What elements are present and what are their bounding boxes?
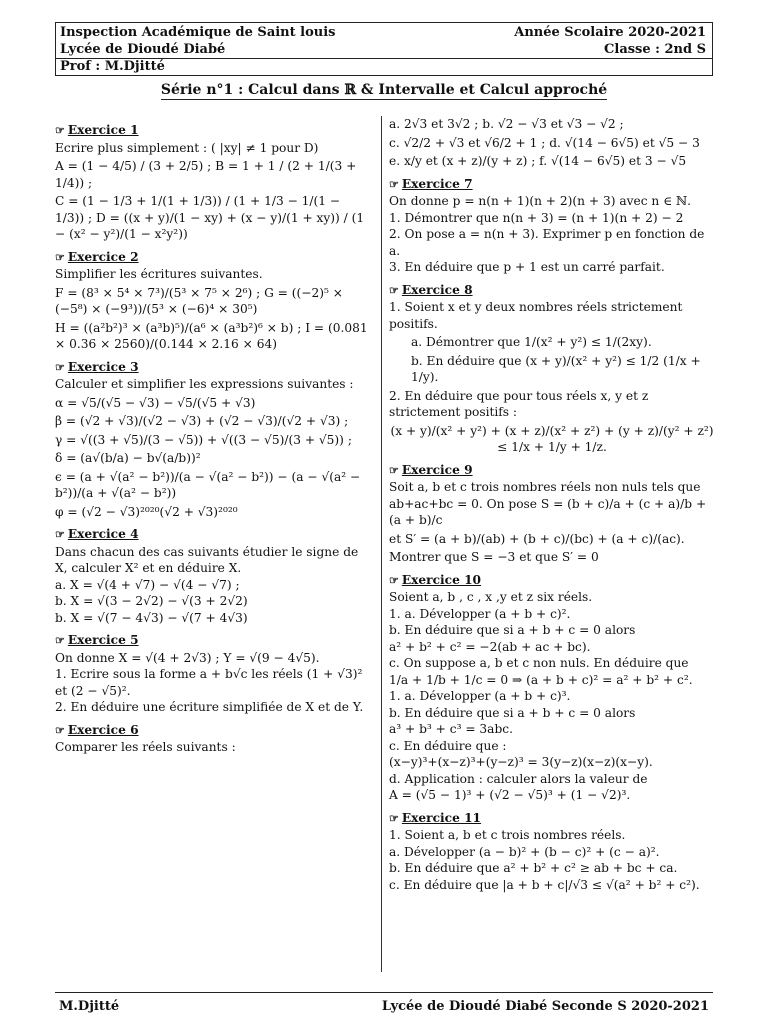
exercise-11-title: ☞ Exercice 11 — [389, 810, 715, 828]
ex6-items-ef: e. x/y et (x + z)/(y + z) ; f. √(14 − 6√5) et 3 − √5 — [389, 154, 687, 168]
ex10-l5: c. On suppose a, b et c non nuls. En déduire que — [389, 656, 689, 670]
ex10-l6: 1/a + 1/b + 1/c = 0 ⇒ (a + b + c)² = a² + b² + c². — [389, 672, 693, 687]
left-column — [55, 116, 373, 756]
ex8-q1b: b. En déduire que (x + y)/(x² + y²) ≤ 1/2 (1/x + 1/y). — [411, 353, 701, 384]
ex4-case-b1: b. X = √(3 − 2√2) − √(3 + 2√2) — [55, 594, 248, 608]
ex10-l9: a³ + b³ + c³ = 3abc. — [389, 722, 513, 736]
ex2-instruction: Simplifier les écritures suivantes. — [55, 267, 263, 281]
pointing-hand-icon: ☞ — [389, 283, 399, 297]
ex8-q2: 2. En déduire que pour tous réels x, y et z strictement positifs : — [389, 388, 649, 419]
ex3-beta: β = (√2 + √3)/(√2 − √3) + (√2 − √3)/(√2 + √3) ; — [55, 414, 349, 428]
column-divider — [381, 116, 382, 972]
pointing-hand-icon: ☞ — [55, 124, 65, 137]
ex7-q1: 1. Démontrer que n(n + 3) = (n + 1)(n + 2) − 2 — [389, 210, 684, 225]
exercise-6-title: ☞ Exercice 6 — [55, 722, 373, 740]
header-inspection: Inspection Académique de Saint louis — [60, 25, 336, 40]
right-column — [389, 116, 715, 893]
pointing-hand-icon: ☞ — [55, 528, 65, 541]
ex9-given: Soit a, b et c trois nombres réels non nuls tels que ab+ac+bc = 0. On pose S = (b + c)/a + (c + a)/b + (a + b)/c — [389, 480, 707, 527]
serie-title-wrap — [0, 82, 768, 98]
ex3-gamma: γ = √((3 + √5)/(3 − √5)) + √((3 − √5)/(3 + √5)) ; — [55, 432, 352, 447]
pointing-hand-icon: ☞ — [55, 250, 65, 264]
ex7-q2: 2. On pose a = n(n + 3). Exprimer p en fonction de a. — [389, 227, 705, 258]
pointing-hand-icon: ☞ — [55, 634, 65, 647]
ex6-items-cd: c. √2/2 + √3 et √6/2 + 1 ; d. √(14 − 6√5) et √5 − 3 — [389, 135, 700, 150]
ex5-q1: 1. Ecrire sous la forme a + b√c les réels (1 + √3)² et (2 − √5)². — [55, 667, 363, 698]
ex9-goal: Montrer que S = −3 et que S′ = 0 — [389, 550, 599, 564]
ex3-delta: δ = (a√(b/a) − b√(a/b))² — [55, 451, 201, 465]
footer-school: Lycée de Dioudé Diabé Seconde S 2020-2021 — [381, 999, 709, 1014]
exercise-4-title: ☞ Exercice 4 — [55, 526, 373, 544]
ex10-l11: (x−y)³+(x−z)³+(y−z)³ = 3(y−z)(x−z)(x−y). — [389, 755, 653, 769]
exercise-1-title: ☞ Exercice 1 — [55, 122, 373, 140]
exercise-9-title: ☞ Exercice 9 — [389, 462, 715, 480]
pointing-hand-icon: ☞ — [55, 723, 65, 737]
footer-author: M.Djitté — [59, 999, 120, 1014]
ex1-instruction: Ecrire plus simplement : ( |xy| ≠ 1 pour D) — [55, 140, 319, 155]
ex11-l4: c. En déduire que |a + b + c|/√3 ≤ √(a² + b² + c²). — [389, 877, 700, 892]
ex8-inequality: (x + y)/(x² + y²) + (x + z)/(x² + z²) + (y + z)/(y² + z²) ≤ 1/x + 1/y + 1/z. — [390, 423, 714, 454]
pointing-hand-icon: ☞ — [389, 177, 399, 191]
ex10-l12: d. Application : calculer alors la valeur de — [389, 771, 648, 786]
ex6-instruction: Comparer les réels suivants : — [55, 740, 236, 754]
exercise-7-title: ☞ Exercice 7 — [389, 176, 715, 194]
ex10-l3: b. En déduire que si a + b + c = 0 alors — [389, 623, 636, 637]
ex10-l13: A = (√5 − 1)³ + (√2 − √5)³ + (1 − √2)³. — [389, 788, 631, 802]
ex10-l8: b. En déduire que si a + b + c = 0 alors — [389, 705, 636, 720]
header-box — [55, 22, 713, 76]
ex10-l1: Soient a, b , c , x ,y et z six réels. — [389, 590, 593, 604]
exercise-2-title: ☞ Exercice 2 — [55, 249, 373, 267]
pointing-hand-icon: ☞ — [389, 463, 399, 477]
exercise-3-title: ☞ Exercice 3 — [55, 359, 373, 377]
ex3-epsilon: ϵ = (a + √(a² − b²))/(a − √(a² − b²)) − (a − √(a² − b²))/(a + √(a² − b²)) — [55, 469, 361, 500]
ex3-phi: φ = (√2 − √3)²⁰²⁰(√2 + √3)²⁰²⁰ — [55, 504, 238, 519]
ex1-expr-ab: A = (1 − 4/5) / (3 + 2/5) ; B = 1 + 1 / (2 + 1/(3 + 1/4)) ; — [55, 159, 357, 190]
ex10-l7: 1. a. Développer (a + b + c)³. — [389, 689, 571, 703]
ex11-l3: b. En déduire que a² + b² + c² ≥ ab + bc + ca. — [389, 861, 678, 875]
ex7-q3: 3. En déduire que p + 1 est un carré parfait. — [389, 260, 665, 274]
ex2-expr-fg: F = (8³ × 5⁴ × 7³)/(5³ × 7⁵ × 2⁶) ; G = ((−2)⁵ × (−5⁸) × (−9³))/(5³ × (−6)⁴ × 30⁵) — [55, 285, 343, 316]
header-class: Classe : 2nd S — [604, 42, 706, 57]
ex4-case-b2: b. X = √(7 − 4√3) − √(7 + 4√3) — [55, 610, 248, 625]
ex3-alpha: α = √5/(√5 − √3) − √5/(√5 + √3) — [55, 395, 256, 410]
exercise-8-title: ☞ Exercice 8 — [389, 282, 715, 300]
ex9-s-prime: et S′ = (a + b)/(ab) + (b + c)/(bc) + (a + c)/(ac). — [389, 531, 685, 546]
ex11-l1: 1. Soient a, b et c trois nombres réels. — [389, 828, 626, 842]
header-prof: Prof : M.Djitté — [60, 59, 165, 74]
exercise-10-title: ☞ Exercice 10 — [389, 572, 715, 590]
ex8-q1: 1. Soient x et y deux nombres réels strictement positifs. — [389, 300, 683, 331]
header-year: Année Scolaire 2020-2021 — [514, 25, 706, 40]
ex10-l2: 1. a. Développer (a + b + c)². — [389, 606, 571, 621]
ex5-given: On donne X = √(4 + 2√3) ; Y = √(9 − 4√5). — [55, 650, 320, 665]
footer — [55, 992, 713, 1014]
header-lycee: Lycée de Dioudé Diabé — [60, 42, 226, 57]
ex1-expr-cd: C = (1 − 1/3 + 1/(1 + 1/3)) / (1 + 1/3 − 1/(1 − 1/3)) ; D = ((x + y)/(1 − xy) + (x − y)/(1 + xy)) / (1 − (x² − y²)/(1 − x²y²)) — [55, 194, 365, 241]
ex10-l4: a² + b² + c² = −2(ab + ac + bc). — [389, 639, 591, 654]
ex2-expr-hi: H = ((a²b²)³ × (a³b)⁵)/(a⁶ × (a³b²)⁶ × b) ; I = (0.081 × 0.36 × 2560)/(0.144 × 2.16 × 64) — [55, 320, 368, 351]
exercise-5-title: ☞ Exercice 5 — [55, 632, 373, 650]
ex4-instruction: Dans chacun des cas suivants étudier le signe de X, calculer X² et en déduire X. — [55, 544, 359, 575]
ex6-items-ab: a. 2√3 et 3√2 ; b. √2 − √3 et √3 − √2 ; — [389, 117, 624, 131]
pointing-hand-icon: ☞ — [389, 573, 399, 587]
ex11-l2: a. Développer (a − b)² + (b − c)² + (c − a)². — [389, 844, 660, 859]
ex8-q1a: a. Démontrer que 1/(x² + y²) ≤ 1/(2xy). — [411, 335, 652, 349]
ex5-q2: 2. En déduire une écriture simplifiée de X et de Y. — [55, 700, 364, 714]
ex7-given: On donne p = n(n + 1)(n + 2)(n + 3) avec n ∈ ℕ. — [389, 194, 692, 208]
pointing-hand-icon: ☞ — [389, 811, 399, 825]
ex3-instruction: Calculer et simplifier les expressions suivantes : — [55, 377, 354, 391]
ex10-l10: c. En déduire que : — [389, 738, 507, 753]
ex4-case-a: a. X = √(4 + √7) − √(4 − √7) ; — [55, 577, 240, 592]
serie-title: Série n°1 : Calcul dans ℝ & Intervalle et Calcul approché — [160, 82, 608, 98]
pointing-hand-icon: ☞ — [55, 360, 65, 374]
